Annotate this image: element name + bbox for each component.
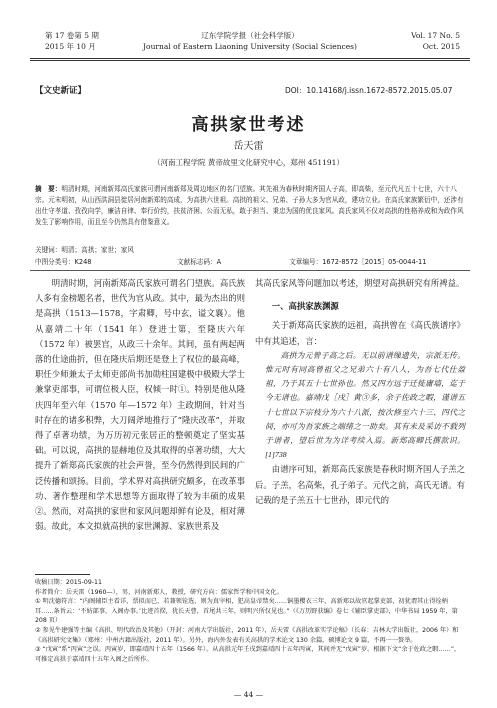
header-rule bbox=[30, 58, 470, 59]
received-date: 收稿日期：2015-09-11 bbox=[35, 579, 102, 586]
section-heading: 一、高拱家族渊源 bbox=[271, 301, 339, 312]
issue-date-en: Oct. 2015 bbox=[422, 42, 460, 51]
journal-title-en: Journal of Eastern Liaoning University (Social Sciences) bbox=[143, 42, 357, 51]
block-quote: 高拱为元曾子高之后。无以前谱缫遗失，宗派无传。惟元时有同高曾祖父之兄弟六十有八人，为吾七代仕盈祖，乃于其五十七世孙也。然又四方远于迁徙庸墙，迄于今无谱也。嘉靖戊［戌］黄③多，余子佐政之暇，谨谱五十七世以下宗枝分为六十八派，按次修至六十三、四代之间，亦可为吾家族之端绪之一助矣。其有未及采访不载列于谱者，望后世为为详考续入焉。新郑高卿氏撰款识。[1]738 bbox=[265, 350, 465, 460]
clc-number: 中图分类号：K248 bbox=[35, 258, 92, 266]
column-tag: 【文史新证】 bbox=[35, 86, 87, 96]
journal-title bbox=[130, 30, 370, 52]
abstract-text: 明清时期，河南新郑高氏家族可谓河南新郑及周边地区的名门望族。其先祖为春秋时期齐国人子高，即高柴，至元代凡五十七世，六十八宗。元末明初，从山西洪洞县徙居河南新郑的高成，为高拱六世祖。高拱的祖父、兄弟、子孙大多为官从政，建功立业。在高氏家族繁衍中，还涉有出仕守孝道、孜孜向学，廉洁自律、奉行价约，扶贫济困、公而无私，敢于担当、秉忠为国的优良家风。高氏家风不仅对高拱的性格养成和为政作风发生了影响作用，而且至今仍然具有借鉴意义。 bbox=[35, 185, 464, 226]
body-paragraph: 明清时期，河南新郑高氏家族可谓名门望族。高氏族人多有金榜题名者，世代为官从政。其中，最为杰出的则是高拱（1513—1578，字肃卿，号中玄，谥文襄）。他从嘉靖二十年（1541 年）登进士第，至隆庆六年（1572 年）被罢官，从政三十余年。其间，虽有两起两落的仕途曲折，但在隆庆后期还是登上了权位的最高峰，职任少师兼太子太师吏部尚书加勋柱国建极中极殿大学士兼掌吏部事，可谓位极人臣，权倾一时①。特别是他从隆庆四年至六年（1570 年—1572 年）主政期间，针对当时存在的诸多积弊，大刀阔斧地推行了“隆庆改革”，并取得了卓著功绩，为万历初元张居正的整顿奠定了坚实基础。可以说，高拱的显赫地位及其取得的卓著功绩，大大提升了新郑高氏家族的社会声誉，至今仍然得到民间的广泛传播和颂扬。目前，学术界对高拱研究颇多，在改革事功、著作整理和学术思想等方面取得了较为丰硕的成果②。然而，对高拱的家世和家风问题却鲜有论及，相对薄弱。故此，本文拟就高拱的家世渊源、家族世系及 bbox=[35, 278, 245, 532]
footnote-3: ③ “戊寅”系“丙寅”之误。丙寅岁，即嘉靖四十五年（1566 年）。从高拱元年壬戌到嘉靖四十五年丙寅，其间并无“戊寅”岁。根据下文“余于佐政之暇……”，可推定高拱于嘉靖四十五年入阁之后所作。 bbox=[35, 646, 461, 663]
abstract-separator bbox=[30, 270, 470, 271]
journal-issue-info bbox=[45, 30, 99, 52]
body-paragraph: 关于新郑高氏家族的远祖，高拱曾在《高氏族谱序》中有其追述，言： bbox=[255, 320, 465, 346]
document-code: 文献标志码：A bbox=[177, 258, 222, 266]
journal-issue-info-en bbox=[400, 30, 460, 52]
article-title: 高拱家世考述 bbox=[191, 115, 306, 135]
author: 岳天雷 bbox=[233, 141, 264, 152]
body-paragraph: 由谱序可知，新郑高氏家族是春秋时期齐国人子羔之后。子羔，名高柴，孔子弟子。元代之前，高氏无谱。有记载的是子羔五十七世孙，即元代的 bbox=[255, 464, 465, 505]
journal-title-cn: 辽东学院学报（社会科学版） bbox=[201, 31, 299, 40]
keywords: 关键词：明清；高拱；家世；家风 bbox=[35, 246, 134, 254]
article-number: 文章编号：1672-8572［2015］05-0044-11 bbox=[289, 258, 427, 266]
issue-volume: 第 17 卷第 5 期 bbox=[45, 31, 99, 40]
issue-volume-en: Vol. 17 No. 5 bbox=[411, 31, 460, 40]
doi: DOI：10.14168/j.issn.1672-8572.2015.05.07 bbox=[285, 86, 453, 95]
abstract-label: 摘 要： bbox=[35, 185, 62, 193]
issue-date: 2015 年 10 月 bbox=[45, 42, 96, 51]
body-paragraph: 其高氏家风等问题加以考述，期望对高拱研究有所裨益。 bbox=[255, 278, 465, 288]
footnote-rule bbox=[35, 574, 90, 575]
footnote-2: ② 参见牛建强等主编《高拱、明代政治及其他》（开封：河南大学出版社，2011 年），岳天雷《高拱改革实学论稿》（长春：吉林大学出版社，2006 年）和《高拱研究文集》（郑州：中州古籍出版社，2011 年）。另外，海内外发表有关高拱的学术论文 130 余篇，硕博论文 9 篇，不再一一赘举。 bbox=[35, 626, 459, 644]
abstract bbox=[35, 184, 465, 228]
author-bio: 作者简介：岳天雷（1960—），男，河南新郑人，教授，研究方向：儒家哲学和中国文化。 bbox=[35, 588, 283, 596]
footnote-1: ① 明沈德符言：“内阁辅臣主看详，票拟而已，若兼领铨选，则为真宰相，犯高皇帝禁矣……铜墨樱衣三年，高新郑以故官起掌吏部，初犹谓其止得铨柄耳……条旨云：‘不妨部事，入阁办事。’比迹首揆，犹长天曹，首尾共三年，则明兴所仅见也。”（《万历野获编》卷七《辅臣掌吏部》，中华书局 1959 年，第 208 页） bbox=[35, 598, 458, 625]
classification bbox=[35, 256, 465, 266]
footnotes bbox=[35, 578, 465, 664]
body-right-column bbox=[255, 276, 465, 508]
body-left-column bbox=[35, 276, 245, 534]
page-number: — 44 — bbox=[233, 690, 264, 699]
header-rule-double bbox=[30, 60, 470, 61]
affiliation: （河南工程学院 黄帝故里文化研究中心，郑州 451191） bbox=[153, 158, 344, 167]
